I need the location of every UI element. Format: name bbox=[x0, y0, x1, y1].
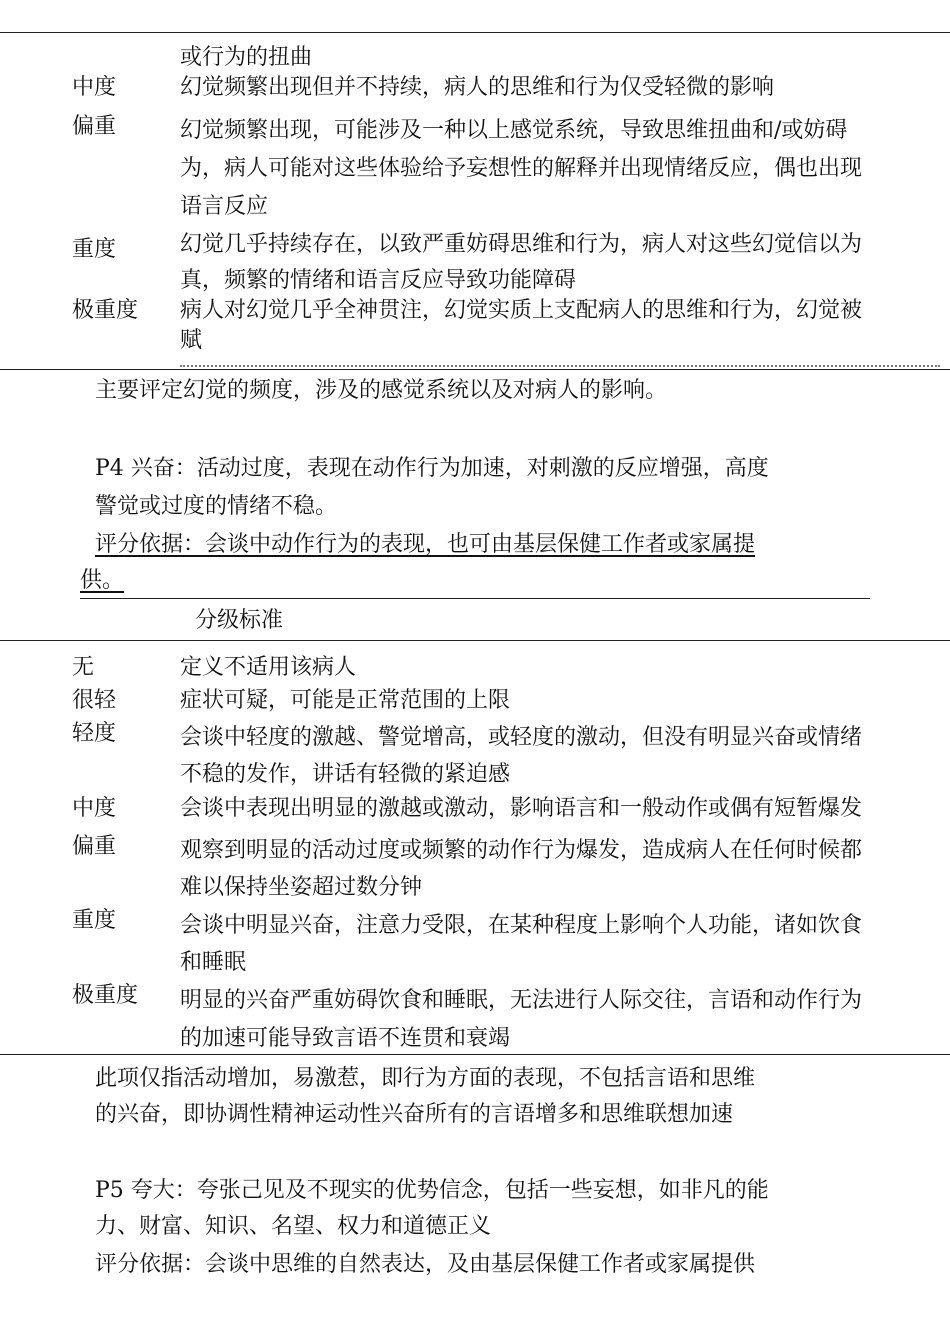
table2-row-5-line-0: 会谈中明显兴奋，注意力受限，在某种程度上影响个人功能，诸如饮食 bbox=[180, 913, 863, 938]
table2-row-4-level: 偏重 bbox=[72, 834, 117, 859]
p4-title-line-1: 警觉或过度的情绪不稳。 bbox=[95, 494, 338, 519]
table2-row-5-line-1: 和睡眠 bbox=[180, 950, 247, 975]
table2-row-2-line-1: 不稳的发作，讲话有轻微的紧迫感 bbox=[180, 762, 511, 787]
table1-bottom-rule bbox=[0, 369, 950, 370]
table2-row-6-line-0: 明显的兴奋严重妨碍饮食和睡眠，无法进行人际交往，言语和动作行为 bbox=[180, 988, 863, 1013]
table1-row-4-line-1: 赋 bbox=[180, 328, 203, 353]
grading-header: 分级标准 bbox=[195, 608, 284, 633]
table1-row-3-line-0: 幻觉几乎持续存在，以致严重妨碍思维和行为，病人对这些幻觉信以为 bbox=[180, 232, 863, 257]
table1-row-3-level: 重度 bbox=[72, 237, 117, 262]
hallucination-note: 主要评定幻觉的频度，涉及的感觉系统以及对病人的影响。 bbox=[95, 378, 668, 403]
p4-basis-line-1: 供。 bbox=[80, 568, 125, 593]
p5-title-line-0: P5 夸大：夸张己见及不现实的优势信念，包括一些妄想，如非凡的能 bbox=[95, 1178, 769, 1203]
table2-row-0-line-0: 定义不适用该病人 bbox=[180, 655, 357, 680]
table1-row-2-line-1: 为，病人可能对这些体验给予妄想性的解释并出现情绪反应，偶也出现 bbox=[180, 156, 863, 181]
table1-row-4-level: 极重度 bbox=[72, 298, 139, 323]
table2-row-6-line-1: 的加速可能导致言语不连贯和衰竭 bbox=[180, 1026, 511, 1051]
table1-row-2-line-0: 幻觉频繁出现，可能涉及一种以上感觉系统，导致思维扭曲和/或妨碍 bbox=[180, 118, 848, 143]
table2-row-0-level: 无 bbox=[72, 655, 95, 680]
table1-row-2-line-2: 语言反应 bbox=[180, 194, 269, 219]
p5-title-line-1: 力、财富、知识、名望、权力和道德正义 bbox=[95, 1214, 492, 1239]
p4-title-line-0: P4 兴奋：活动过度，表现在动作行为加速，对刺激的反应增强，高度 bbox=[95, 456, 769, 481]
table2-row-6-level: 极重度 bbox=[72, 983, 139, 1008]
table2-row-4-line-1: 难以保持坐姿超过数分钟 bbox=[180, 875, 423, 900]
excitement-note-line-1: 的兴奋，即协调性精神运动性兴奋所有的言语增多和思维联想加速 bbox=[95, 1102, 734, 1127]
table2-row-1-line-0: 症状可疑，可能是正常范围的上限 bbox=[180, 688, 511, 713]
table2-top-rule bbox=[0, 640, 950, 641]
table1-row-1-line-0: 幻觉频繁出现但并不持续，病人的思维和行为仅受轻微的影响 bbox=[180, 75, 775, 100]
table1-row-0-line-0: 或行为的扭曲 bbox=[180, 45, 313, 70]
table1-top-rule bbox=[0, 32, 950, 33]
table1-row-2-level: 偏重 bbox=[72, 114, 117, 139]
table2-row-2-level: 轻度 bbox=[72, 721, 117, 746]
table2-bottom-rule bbox=[0, 1054, 950, 1055]
table2-row-5-level: 重度 bbox=[72, 908, 117, 933]
table1-row-3-line-1: 真，频繁的情绪和语言反应导致功能障碍 bbox=[180, 268, 577, 293]
excitement-note-line-0: 此项仅指活动增加，易激惹，即行为方面的表现，不包括言语和思维 bbox=[95, 1066, 756, 1091]
table2-row-3-line-0: 会谈中表现出明显的激越或激动，影响语言和一般动作或偶有短暂爆发 bbox=[180, 796, 863, 821]
cut-off-text-sliver bbox=[180, 358, 950, 368]
table1-row-1-level: 中度 bbox=[72, 75, 117, 100]
table2-row-4-line-0: 观察到明显的活动过度或频繁的动作行为爆发，造成病人在任何时候都 bbox=[180, 838, 863, 863]
grading-header-top-rule bbox=[80, 598, 870, 599]
table2-row-3-level: 中度 bbox=[72, 796, 117, 821]
table2-row-2-line-0: 会谈中轻度的激越、警觉增高，或轻度的激动，但没有明显兴奋或情绪 bbox=[180, 725, 863, 750]
table1-row-4-line-0: 病人对幻觉几乎全神贯注，幻觉实质上支配病人的思维和行为，幻觉被 bbox=[180, 298, 863, 323]
table2-row-1-level: 很轻 bbox=[72, 688, 117, 713]
p4-basis-line-0: 评分依据：会谈中动作行为的表现，也可由基层保健工作者或家属提 bbox=[95, 532, 756, 557]
p5-basis: 评分依据：会谈中思维的自然表达，及由基层保健工作者或家属提供 bbox=[95, 1252, 756, 1277]
